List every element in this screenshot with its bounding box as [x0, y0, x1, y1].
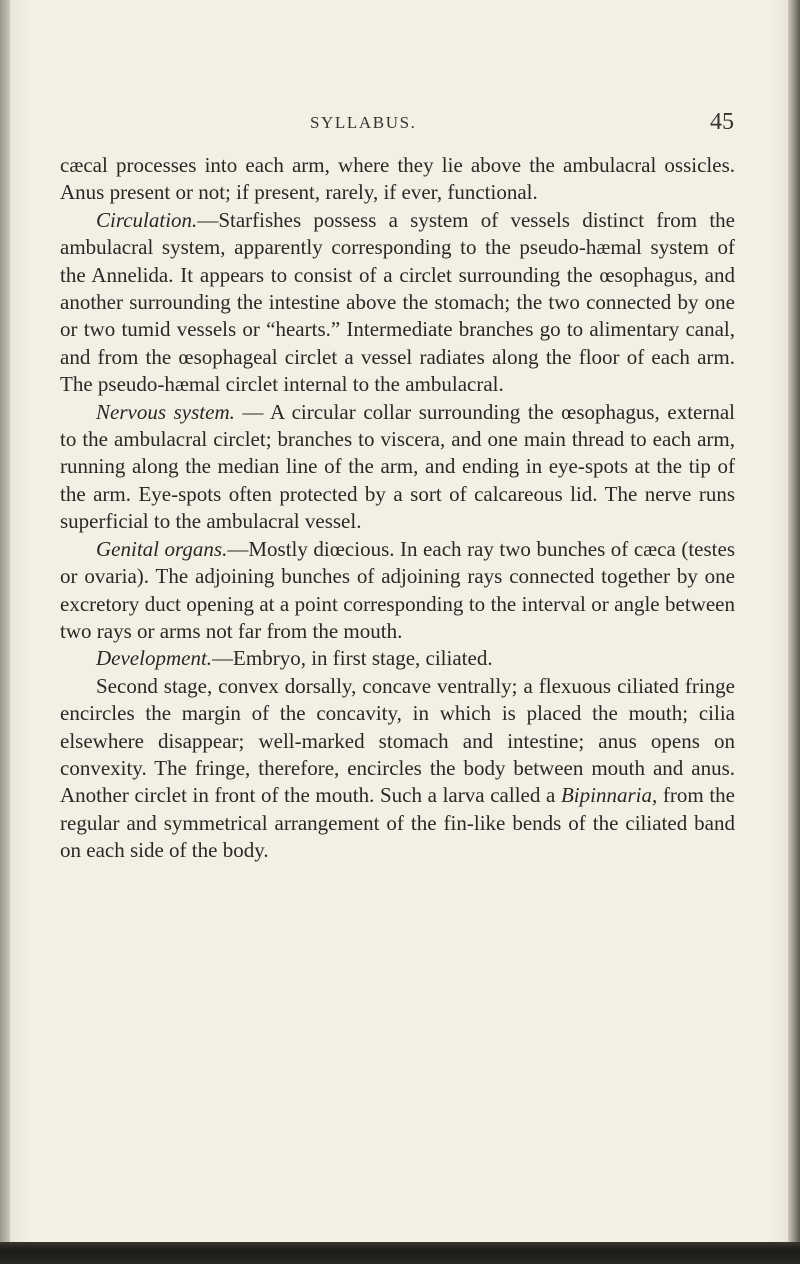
page-right-shadow — [788, 0, 800, 1264]
paragraph-second-stage — [60, 673, 735, 865]
running-head — [60, 111, 742, 141]
paragraph-circulation — [60, 207, 735, 399]
paragraph-text: —Mostly diœcious. In each ray two bunches of cæca (testes or ovaria). The adjoining bunches of adjoining rays connected together by one excretory duct opening at a point corresponding to the interval or angle between two rays or arms not far from the mouth. — [60, 536, 735, 643]
larva-name: Bipinnaria, — [560, 783, 658, 808]
body-text — [60, 152, 735, 865]
page-bottom-edge — [0, 1242, 800, 1264]
paragraph-nervous-system — [60, 399, 735, 536]
paragraph-continuation — [60, 152, 735, 207]
paragraph-text: —Embryo, in first stage, ciliated. — [212, 646, 493, 671]
running-head-title: SYLLABUS. — [310, 113, 417, 132]
paragraph-text: cæcal processes into each arm, where they lie above the ambulacral ossicles. Anus present or not; if present, rarely, if ever, functional. — [60, 153, 735, 205]
page-left-shadow — [0, 0, 10, 1264]
paragraph-heading: Development. — [96, 646, 213, 671]
paragraph-genital-organs — [60, 536, 735, 646]
paragraph-text: —Starfishes possess a system of vessels distinct from the ambulacral system, apparently corresponding to the pseudo-hæmal system of the Annelida. It appears to consist of a circlet surrounding the œsophagus, and another surrounding the intestine above the stomach; the two connected by one or two tumid vessels or “hearts.” Intermediate branches go to alimentary canal, and from the œsophageal circlet a vessel radiates along the floor of each arm. The pseudo-hæmal circlet internal to the ambulacral. — [60, 207, 735, 397]
paragraph-text: Second stage, convex dorsally, concave ventrally; a flexuous ciliated fringe encircles the margin of the concavity, in which is placed the mouth; cilia elsewhere disappear; well-marked stomach and intestine; anus opens on convexity. The fringe, therefore, encircles the body between mouth and anus. Another circlet in front of the mouth. Such a larva called a — [60, 673, 735, 808]
paragraph-text-tail: from the regular and symmetrical arrangement of the fin-like bends of the ciliated band on each side of the body. — [60, 783, 735, 863]
paragraph-development — [60, 645, 735, 672]
page-number: 45 — [710, 109, 734, 135]
paragraph-heading: Circulation. — [96, 207, 198, 232]
paragraph-heading: Genital organs. — [96, 536, 228, 561]
paragraph-heading: Nervous system. — [96, 399, 235, 424]
paragraph-text: — A circular collar surrounding the œsophagus, external to the ambulacral circlet; branches to viscera, and one main thread to each arm, running along the median line of the arm, and ending in eye-spots at the tip of the arm. Eye-spots often protected by a sort of calcareous lid. The nerve runs superficial to the ambulacral vessel. — [60, 399, 735, 534]
